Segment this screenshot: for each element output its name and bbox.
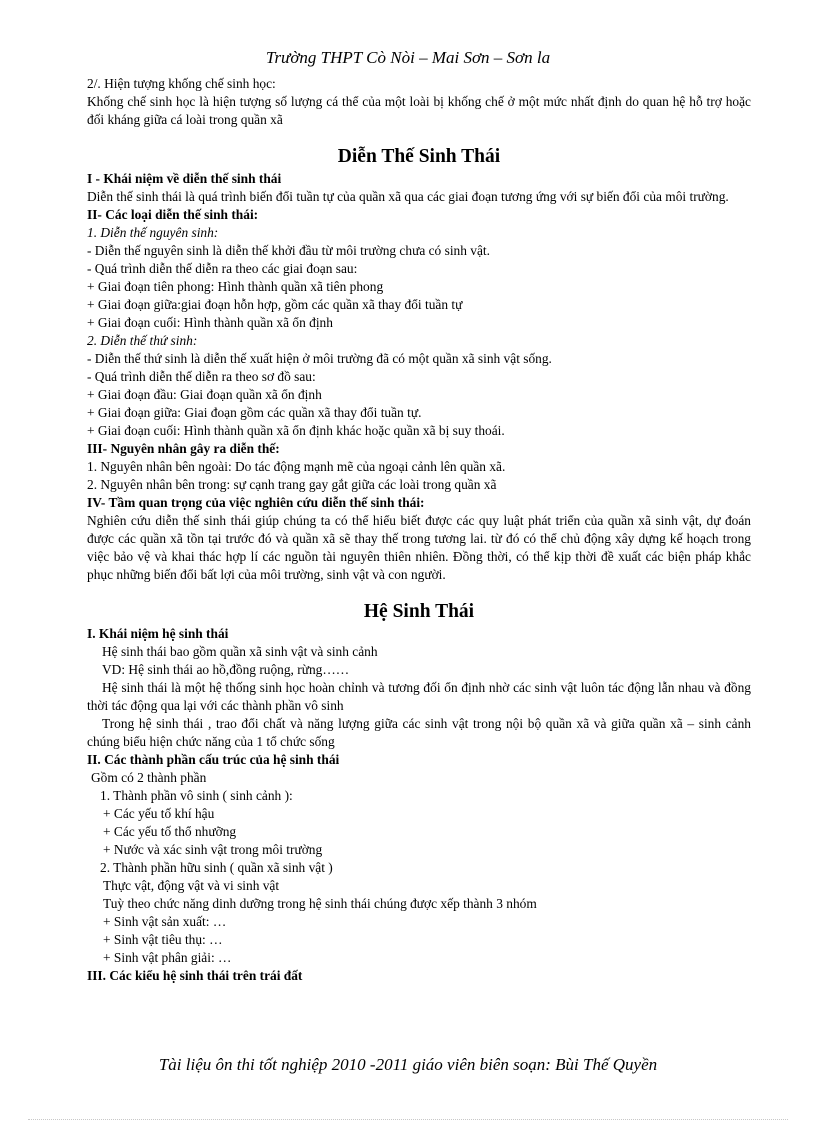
list-item: + Nước và xác sinh vật trong môi trường — [103, 842, 323, 857]
list-item: + Các yếu tố khí hậu — [103, 806, 215, 821]
list-item: - Quá trình diễn thế diễn ra theo sơ đồ sau: — [87, 369, 316, 384]
heading-thanh-phan: II. Các thành phần cấu trúc của hệ sinh thái — [87, 752, 340, 767]
list-item: Thực vật, động vật và vi sinh vật — [103, 878, 280, 893]
document-body — [87, 75, 751, 985]
list-item: Hệ sinh thái bao gồm quần xã sinh vật và sinh cảnh — [102, 644, 378, 659]
list-item: - Diễn thế thứ sinh là diễn thế xuất hiện ở môi trường đã có một quần xã sinh vật sống. — [87, 351, 552, 366]
list-item: + Sinh vật phân giải: … — [103, 950, 232, 965]
intro-heading: 2/. Hiện tượng khống chế sinh học: — [87, 76, 276, 91]
heading-khai-niem-dien-the: I - Khái niệm về diễn thế sinh thái — [87, 171, 282, 186]
paragraph: Diễn thế sinh thái là quá trình biến đổi tuần tự của quần xã qua các giai đoạn tương ứng với sự biến đổi của môi trường. — [87, 189, 729, 204]
list-item: 1. Thành phần vô sinh ( sinh cảnh ): — [100, 788, 293, 803]
list-item: + Giai đoạn cuối: Hình thành quần xã ổn định khác hoặc quần xã bị suy thoái. — [87, 423, 505, 438]
list-item: VD: Hệ sinh thái ao hồ,đồng ruộng, rừng…… — [102, 662, 350, 677]
list-item: Tuỳ theo chức năng dinh dưỡng trong hệ sinh thái chúng được xếp thành 3 nhóm — [103, 896, 537, 911]
intro-text: Khống chế sinh học là hiện tượng số lượng cá thể của một loài bị khống chế ở một mức nhất định do quan hệ hỗ trợ hoặc đối kháng giữa cá loài trong quần xã — [87, 94, 751, 127]
heading-khai-niem-he: I. Khái niệm hệ sinh thái — [87, 626, 229, 641]
list-item: 2. Nguyên nhân bên trong: sự cạnh trang gay gắt giữa các loài trong quần xã — [87, 477, 497, 492]
page-bottom-divider — [28, 1119, 788, 1120]
list-item: + Giai đoạn giữa: Giai đoạn gồm các quần xã thay đổi tuần tự. — [87, 405, 422, 420]
list-item: + Giai đoạn cuối: Hình thành quần xã ổn định — [87, 315, 333, 330]
paragraph: Hệ sinh thái là một hệ thống sinh học hoàn chỉnh và tương đối ổn định nhờ các sinh vật luôn tác động lẫn nhau và đồng thời tác động qua lại với các thành phần vô sinh — [87, 680, 751, 713]
heading-cac-kieu: III. Các kiểu hệ sinh thái trên trái đất — [87, 968, 303, 983]
heading-nguyen-nhan: III- Nguyên nhân gây ra diễn thế: — [87, 441, 280, 456]
section-title-dien-the: Diễn Thế Sinh Thái — [337, 146, 501, 167]
page-header: Trường THPT Cò Nòi – Mai Sơn – Sơn la — [265, 48, 551, 67]
subheading-nguyen-sinh: 1. Diễn thế nguyên sinh: — [87, 225, 219, 240]
list-item: - Quá trình diễn thế diễn ra theo các giai đoạn sau: — [87, 261, 358, 276]
list-item: + Giai đoạn giữa:giai đoạn hỗn hợp, gồm các quần xã thay đổi tuần tự — [87, 297, 463, 312]
heading-cac-loai: II- Các loại diễn thế sinh thái: — [87, 207, 259, 222]
paragraph: Nghiên cứu diễn thế sinh thái giúp chúng ta có thể hiểu biết được các quy luật phát triển của quần xã sinh vật, dự đoán được các quần xã tồn tại trước đó và quần xã sẽ thay thế trong tương lai. từ đó có thể chủ động xây dựng kế hoạch trong việc bảo vệ và khai thác hợp lí các nguồn tài nguyên thiên nhiên. Đồng thời, có thể kịp thời đề xuất các biện pháp khắc phục những biến đổi bất lợi của môi trường, sinh vật và con người. — [87, 513, 751, 582]
list-item: + Sinh vật sản xuất: … — [103, 914, 227, 929]
list-item: + Các yếu tố thổ nhưỡng — [103, 824, 237, 839]
list-item: 2. Thành phần hữu sinh ( quần xã sinh vật ) — [100, 860, 333, 875]
list-item: + Sinh vật tiêu thụ: … — [103, 932, 223, 947]
list-item: - Diễn thế nguyên sinh là diễn thế khởi đầu từ môi trường chưa có sinh vật. — [87, 243, 490, 258]
list-item: + Giai đoạn đầu: Giai đoạn quần xã ổn định — [87, 387, 322, 402]
page-footer: Tài liệu ôn thi tốt nghiệp 2010 -2011 giáo viên biên soạn: Bùi Thế Quyền — [158, 1055, 658, 1074]
paragraph: Trong hệ sinh thái , trao đổi chất và năng lượng giữa các sinh vật trong nội bộ quần xã và giữa quần xã – sinh cảnh chúng biểu hiện chức năng của 1 tổ chức sống — [87, 716, 751, 749]
list-item: + Giai đoạn tiên phong: Hình thành quần xã tiên phong — [87, 279, 384, 294]
subheading-thu-sinh: 2. Diễn thế thứ sinh: — [87, 333, 198, 348]
section-title-he-sinh-thai: Hệ Sinh Thái — [363, 601, 475, 622]
heading-tam-quan-trong: IV- Tầm quan trọng của việc nghiên cứu diễn thế sinh thái: — [87, 495, 425, 510]
list-item: Gồm có 2 thành phần — [91, 770, 207, 785]
list-item: 1. Nguyên nhân bên ngoài: Do tác động mạnh mẽ của ngoại cảnh lên quần xã. — [87, 459, 506, 474]
